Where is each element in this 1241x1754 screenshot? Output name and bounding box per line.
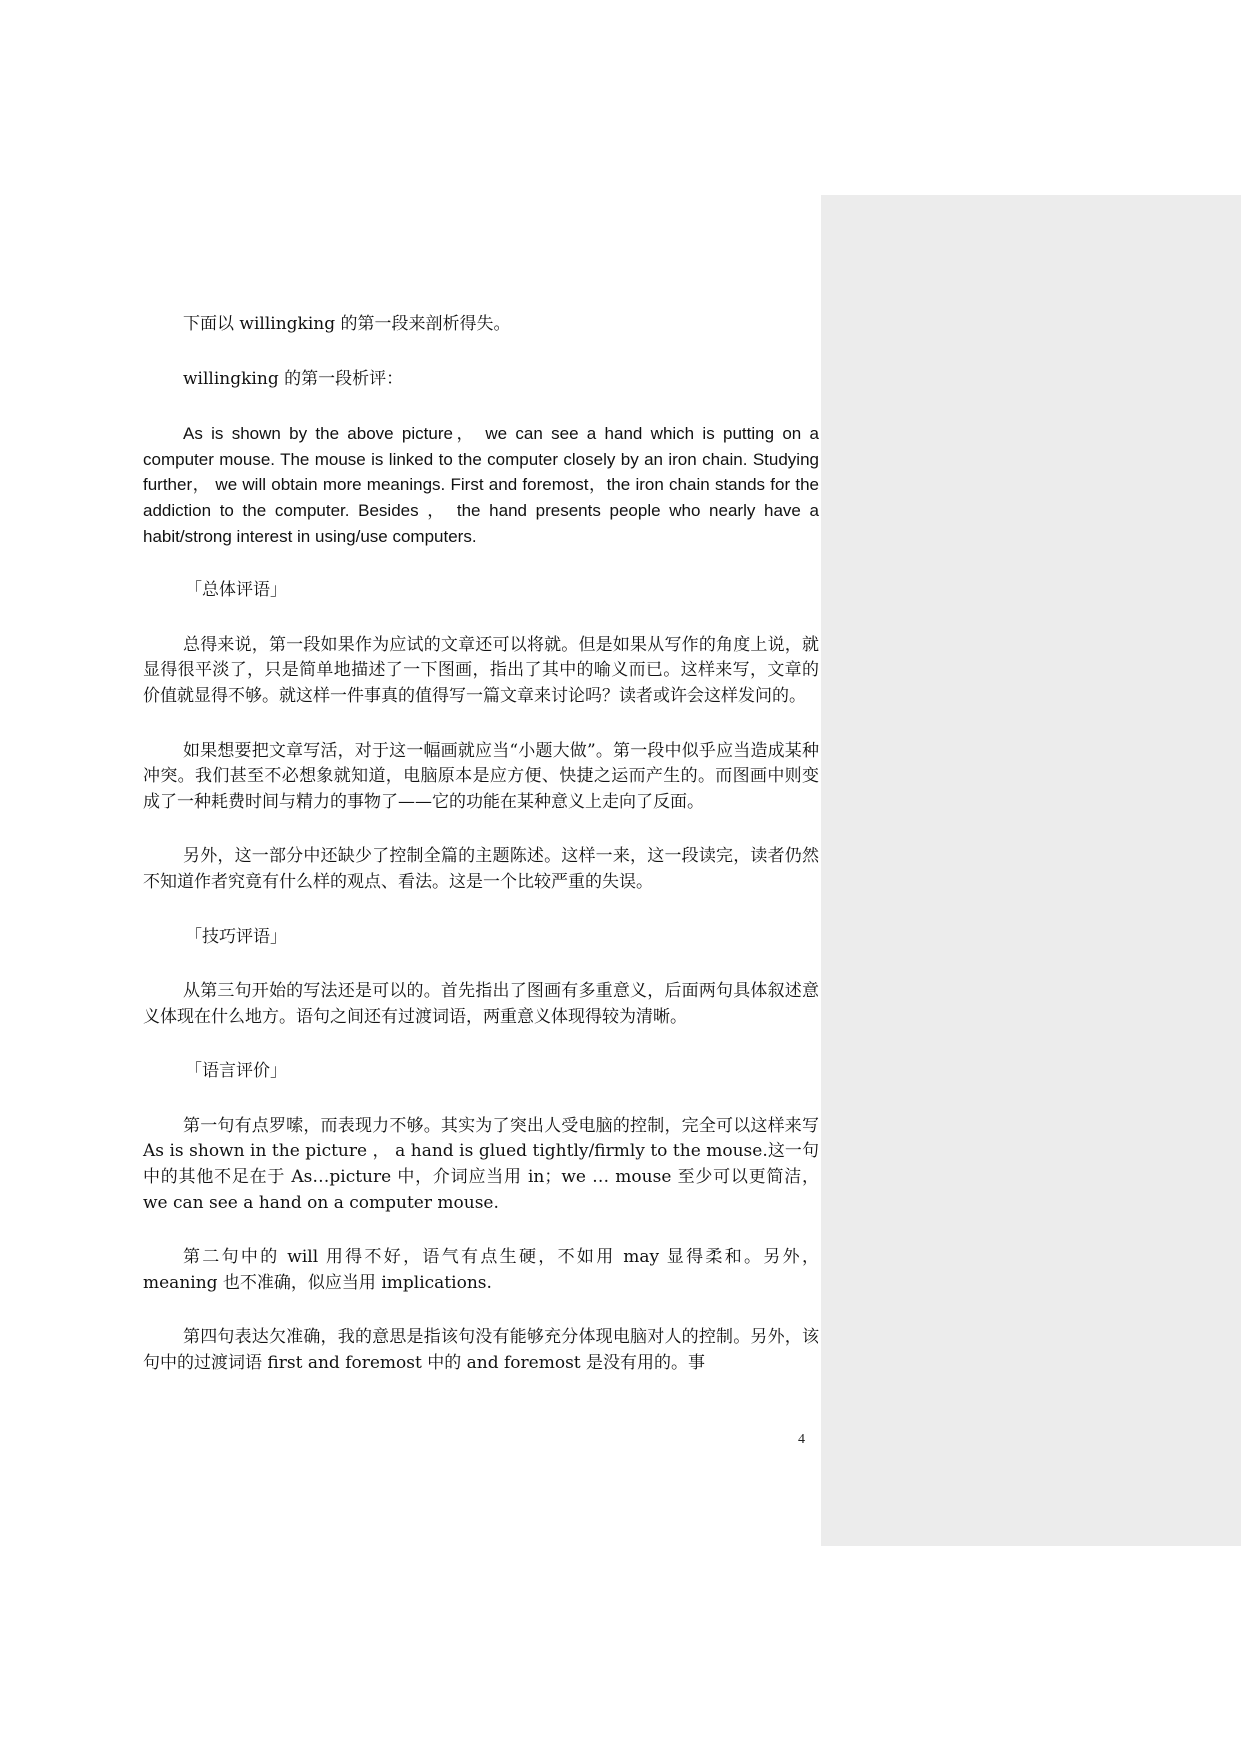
document-body bbox=[143, 312, 819, 1406]
technique-comment-paragraph: 从第三句开始的写法还是可以的。首先指出了图画有多重意义，后面两句具体叙述意义体现在什么地方。语句之间还有过渡词语，两重意义体现得较为清晰。 bbox=[143, 981, 819, 1027]
section-label: willingking 的第一段析评： bbox=[183, 368, 404, 389]
heading-overall-comment: 「总体评语」 bbox=[185, 580, 287, 601]
quoted-essay-paragraph: As is shown by the above picture， we can see a hand which is putting on a computer mouse. The mouse is linked to the computer closely by an iron chain. Studying further， we will obtain more meanings. First and foremost，the iron chain stands for the addiction to the computer. Besides ， the hand presents people who nearly have a habit/strong interest in using/use computers. bbox=[143, 424, 819, 546]
heading-technique-comment: 「技巧评语」 bbox=[185, 926, 287, 947]
overall-comment-paragraph-1: 总得来说，第一段如果作为应试的文章还可以将就。但是如果从写作的角度上说，就显得很平淡了，只是简单地描述了一下图画，指出了其中的喻义而已。这样来写，文章的价值就显得不够。就这样一件事真的值得写一篇文章来讨论吗？读者或许会这样发问的。 bbox=[143, 634, 819, 706]
language-comment-paragraph-2: 第二句中的 will 用得不好，语气有点生硬，不如用 may 显得柔和。另外，meaning 也不准确，似应当用 implications. bbox=[143, 1247, 819, 1293]
language-comment-paragraph-3: 第四句表达欠准确，我的意思是指该句没有能够充分体现电脑对人的控制。另外，该句中的过渡词语 first and foremost 中的 and foremost 是没有用的。事 bbox=[143, 1327, 819, 1374]
language-comment-paragraph-1: 第一句有点罗嗦，而表现力不够。其实为了突出人受电脑的控制，完全可以这样来写 As is shown in the picture ， a hand is glued tightly/firmly to the mouse.这一句中的其他不足在于 As…picture 中，介词应当用 in；we … mouse 至少可以更简洁，we can see a hand on a computer mouse. bbox=[143, 1115, 819, 1213]
overall-comment-paragraph-2: 如果想要把文章写活，对于这一幅画就应当“小题大做”。第一段中似乎应当造成某种冲突。我们甚至不必想象就知道，电脑原本是应方便、快捷之运而产生的。而图画中则变成了一种耗费时间与精力的事物了——它的功能在某种意义上走向了反面。 bbox=[143, 740, 819, 812]
heading-language-comment: 「语言评价」 bbox=[185, 1061, 287, 1082]
comment-margin-pane bbox=[821, 195, 1241, 1546]
page-number: 4 bbox=[798, 1432, 805, 1447]
overall-comment-paragraph-3: 另外，这一部分中还缺少了控制全篇的主题陈述。这样一来，这一段读完，读者仍然不知道作者究竟有什么样的观点、看法。这是一个比较严重的失误。 bbox=[143, 846, 819, 892]
intro-paragraph: 下面以 willingking 的第一段来剖析得失。 bbox=[183, 314, 511, 334]
